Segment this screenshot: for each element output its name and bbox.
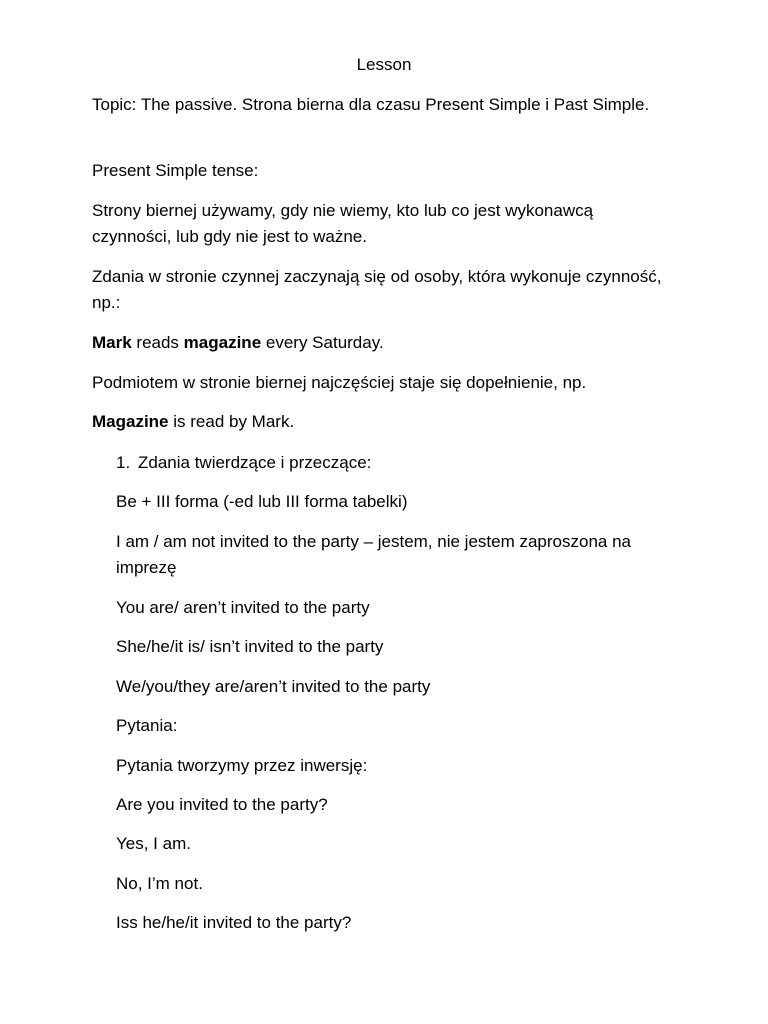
section-1-title: Zdania twierdzące i przeczące: — [138, 453, 372, 472]
topic-paragraph: Topic: The passive. Strona bierna dla czasu Present Simple i Past Simple. — [92, 95, 650, 114]
active-example-rest: every Saturday. — [261, 333, 384, 352]
example-line: We/you/they are/aren’t invited to the party — [116, 677, 431, 696]
active-note: Zdania w stronie czynnej zaczynają się od osoby, która wykonuje czynność, np.: — [92, 267, 662, 312]
section-1-heading — [116, 450, 686, 476]
active-example — [92, 330, 672, 356]
section-1-number: 1. — [116, 453, 131, 472]
passive-example-subject: Magazine — [92, 412, 169, 431]
present-simple-heading: Present Simple tense: — [92, 161, 259, 180]
active-example-object: magazine — [183, 333, 262, 352]
formula-line: Be + III forma (-ed lub III forma tabelki) — [116, 492, 408, 511]
question-example: Iss he/he/it invited to the party? — [116, 913, 352, 932]
active-example-subject: Mark — [92, 333, 132, 352]
usage-note: Strony biernej używamy, gdy nie wiemy, kto lub co jest wykonawcą czynności, lub gdy nie jest to ważne. — [92, 201, 594, 246]
passive-example — [92, 409, 672, 435]
question-example: No, I’m not. — [116, 874, 203, 893]
example-line: You are/ aren’t invited to the party — [116, 598, 370, 617]
active-example-verb: reads — [131, 333, 184, 352]
passive-example-rest: is read by Mark. — [168, 412, 295, 431]
questions-heading: Pytania: — [116, 716, 178, 735]
document-title: Lesson — [356, 55, 412, 74]
questions-note: Pytania tworzymy przez inwersję: — [116, 756, 368, 775]
example-line: I am / am not invited to the party – jestem, nie jestem zaproszona na imprezę — [116, 532, 631, 577]
question-example: Yes, I am. — [116, 834, 191, 853]
example-line: She/he/it is/ isn’t invited to the party — [116, 637, 384, 656]
question-example: Are you invited to the party? — [116, 795, 328, 814]
passive-note: Podmiotem w stronie biernej najczęściej staje się dopełnienie, np. — [92, 373, 587, 392]
